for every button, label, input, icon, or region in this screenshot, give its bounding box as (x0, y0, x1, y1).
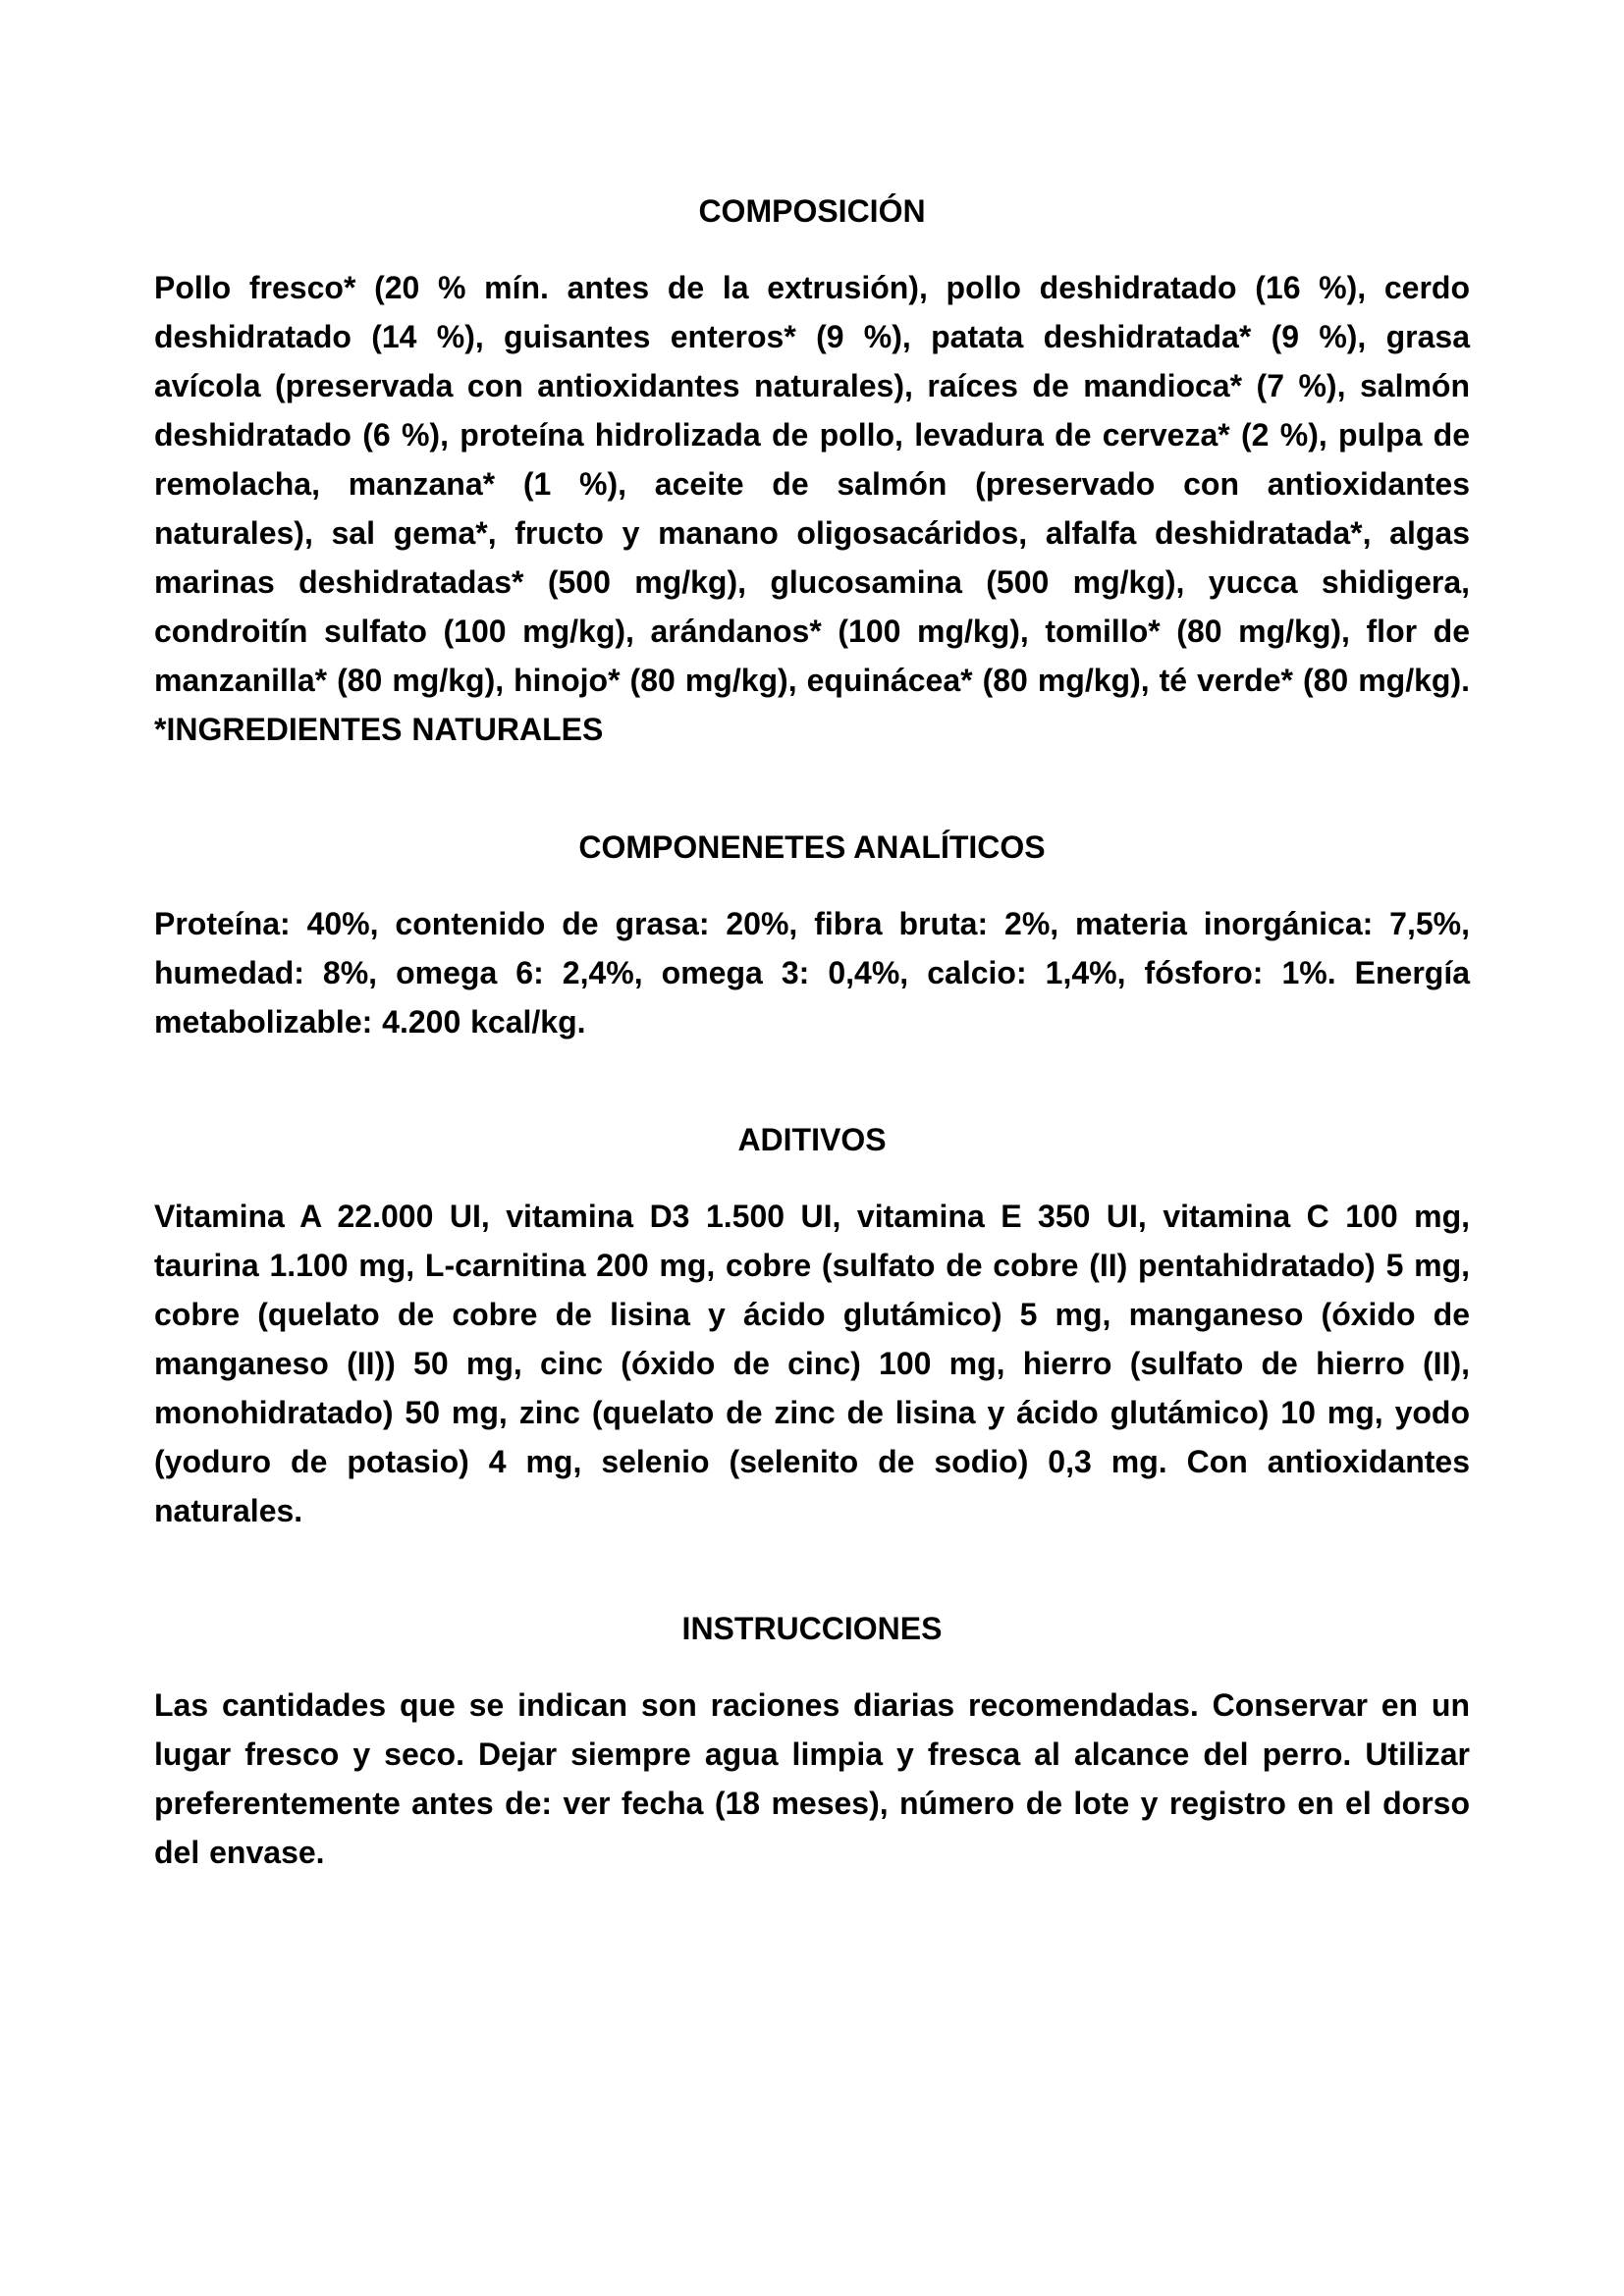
section-componentes-analiticos (154, 823, 1470, 1046)
section-instrucciones (154, 1604, 1470, 1877)
heading-aditivos: ADITIVOS (737, 1122, 887, 1157)
heading-instrucciones: INSTRUCCIONES (681, 1611, 943, 1646)
paragraph-composicion: Pollo fresco* (20 % mín. antes de la extrusión), pollo deshidratado (16 %), cerdo deshidratado (14 %), guisantes enteros* (9 %), patata deshidratada* (9 %), grasa avícola (preservada con antioxidantes naturales), raíces de mandioca* (7 %), salmón deshidratado (6 %), proteína hidrolizada de pollo, levadura de cerveza* (2 %), pulpa de remolacha, manzana* (1 %), aceite de salmón (preservado con antioxidantes naturales), sal gema*, fructo y manano oligosacáridos, alfalfa deshidratada*, algas marinas deshidratadas* (500 mg/kg), glucosamina (500 mg/kg), yucca shidigera, condroitín sulfato (100 mg/kg), arándanos* (100 mg/kg), tomillo* (80 mg/kg), flor de manzanilla* (80 mg/kg), hinojo* (80 mg/kg), equinácea* (80 mg/kg), té verde* (80 mg/kg). *INGREDIENTES NATURALES (154, 270, 1470, 747)
section-composicion (154, 187, 1470, 754)
paragraph-componentes-analiticos: Proteína: 40%, contenido de grasa: 20%, fibra bruta: 2%, materia inorgánica: 7,5%, humedad: 8%, omega 6: 2,4%, omega 3: 0,4%, calcio: 1,4%, fósforo: 1%. Energía metabolizable: 4.200 kcal/kg. (154, 906, 1470, 1040)
section-aditivos (154, 1115, 1470, 1535)
heading-composicion: COMPOSICIÓN (698, 193, 926, 229)
paragraph-instrucciones: Las cantidades que se indican son raciones diarias recomendadas. Conservar en un lugar fresco y seco. Dejar siempre agua limpia y fresca al alcance del perro. Utilizar preferentemente antes de: ver fecha (18 meses), número de lote y registro en el dorso del envase. (154, 1687, 1470, 1870)
heading-componentes-analiticos: COMPONENETES ANALÍTICOS (578, 829, 1046, 865)
paragraph-aditivos: Vitamina A 22.000 UI, vitamina D3 1.500 UI, vitamina E 350 UI, vitamina C 100 mg, taurina 1.100 mg, L-carnitina 200 mg, cobre (sulfato de cobre (II) pentahidratado) 5 mg, cobre (quelato de cobre de lisina y ácido glutámico) 5 mg, manganeso (óxido de manganeso (II)) 50 mg, cinc (óxido de cinc) 100 mg, hierro (sulfato de hierro (II), monohidratado) 50 mg, zinc (quelato de zinc de lisina y ácido glutámico) 10 mg, yodo (yoduro de potasio) 4 mg, selenio (selenito de sodio) 0,3 mg. Con antioxidantes naturales. (154, 1199, 1470, 1528)
